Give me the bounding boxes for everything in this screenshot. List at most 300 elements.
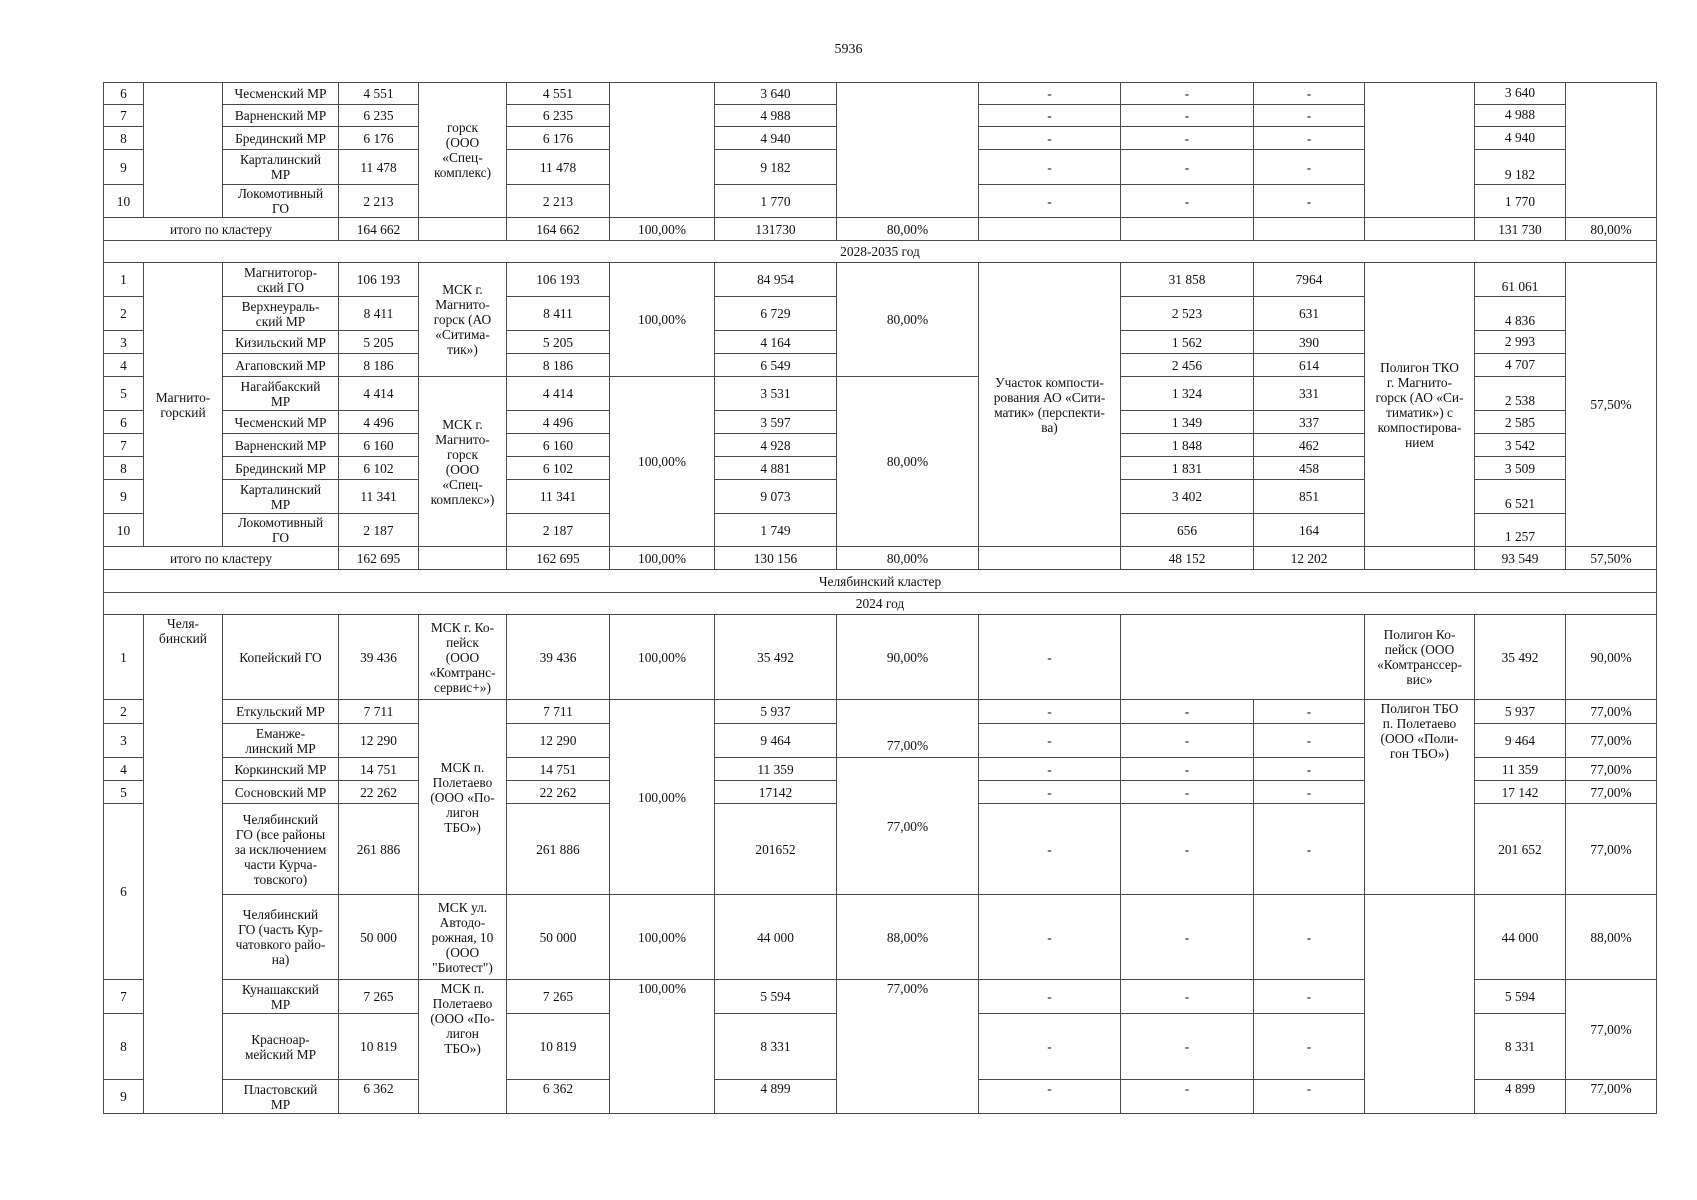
cell-text: 44 000 (757, 929, 794, 945)
table-cell (836, 699, 979, 758)
table-cell (338, 894, 419, 980)
cell-text: 3 640 (760, 86, 791, 101)
table-cell (418, 699, 507, 895)
table-cell (1120, 979, 1254, 1014)
table-cell (1565, 979, 1657, 1080)
table-cell (338, 126, 419, 150)
cell-text: 7 711 (363, 704, 394, 719)
cell-text: 6 362 (363, 1081, 394, 1096)
cell-text: 9 073 (760, 489, 791, 504)
table-cell (506, 979, 610, 1014)
cell-text: Участок компости- рования АО «Сити- матик» (перспекти- ва) (993, 374, 1106, 435)
table-cell (1474, 217, 1566, 241)
table-cell (1364, 217, 1475, 241)
table-cell (418, 376, 507, 547)
table-cell (103, 149, 144, 185)
page-number: 5936 (834, 42, 863, 57)
table-cell (506, 217, 610, 241)
table-cell (978, 780, 1121, 804)
cell-text: Полигон ТКО г. Магнито- горск (АО «Си- тиматик») с компостирова- нием (1375, 359, 1464, 450)
cell-text: 4 (120, 761, 127, 777)
cell-text: 17 142 (1501, 784, 1539, 800)
table-cell (418, 217, 507, 241)
table-cell (103, 803, 144, 980)
cell-text: - (1306, 989, 1312, 1004)
cell-text: - (1306, 1081, 1312, 1096)
table-cell (1253, 723, 1365, 758)
cell-text: 77,00% (1590, 1022, 1632, 1037)
table-cell (506, 803, 610, 895)
cell-text: 12 290 (539, 733, 577, 748)
table-cell (1474, 433, 1566, 457)
table-cell (1120, 82, 1254, 105)
table-cell (338, 184, 419, 218)
table-cell (418, 614, 507, 700)
table-cell (1253, 410, 1365, 434)
table-cell (506, 184, 610, 218)
table-cell (714, 184, 837, 218)
cell-text: 8 186 (542, 357, 574, 373)
cell-text: 2 993 (1504, 334, 1536, 349)
table-cell (978, 104, 1121, 127)
table-cell (222, 433, 339, 457)
table-cell (1120, 757, 1254, 781)
table-cell (714, 376, 837, 411)
cell-text: 7 (120, 989, 127, 1004)
cell-text: 80,00% (886, 312, 929, 327)
cell-text: 7964 (1295, 272, 1323, 287)
table-cell (1474, 104, 1566, 127)
table-cell (338, 780, 419, 804)
table-cell (222, 979, 339, 1014)
table-cell (222, 82, 339, 105)
cell-text: 4 496 (363, 414, 394, 430)
cell-text: 6 549 (760, 357, 791, 373)
cell-text: 100,00% (638, 312, 686, 327)
cell-text: - (1184, 733, 1190, 748)
cell-text: 9 182 (1504, 167, 1536, 182)
cell-text: 462 (1298, 437, 1320, 453)
cell-text: Еманже- линский МР (245, 725, 316, 756)
table-cell (1120, 614, 1365, 700)
cell-text: 162 695 (356, 550, 401, 566)
table-cell (1253, 894, 1365, 980)
cell-text: - (1047, 649, 1052, 665)
cell-text: 10 819 (360, 1039, 397, 1054)
cell-text: 9 (120, 1089, 127, 1104)
cell-text: 8 (120, 130, 127, 146)
table-cell (1120, 126, 1254, 150)
table-cell (103, 513, 144, 547)
cell-text: 1 562 (1171, 334, 1203, 350)
cell-text: - (1306, 841, 1312, 857)
cell-text: 5 594 (760, 989, 791, 1004)
cell-text: - (1184, 1039, 1190, 1054)
cell-text: Чесменский МР (234, 86, 327, 101)
table-cell (418, 82, 507, 218)
cell-text: 4 414 (542, 386, 574, 401)
cell-text: 106 193 (536, 272, 580, 287)
cell-text: - (1047, 841, 1052, 857)
cell-text: 1 (120, 649, 127, 665)
cell-text: - (1184, 929, 1190, 945)
table-cell (1120, 433, 1254, 457)
cell-text: 851 (1298, 489, 1320, 504)
table-cell (1474, 330, 1566, 354)
table-cell (338, 296, 419, 331)
cell-text: 50 000 (539, 929, 577, 945)
cell-text: - (1184, 761, 1190, 777)
table-cell (506, 353, 610, 377)
cell-text: - (1306, 761, 1312, 777)
table-cell (1120, 217, 1254, 241)
cell-text: МСК г. Магнито- горск (ООО «Спец- комплекс») (430, 416, 495, 507)
table-cell (338, 546, 419, 570)
table-cell (1120, 330, 1254, 354)
cell-text: 11 341 (539, 489, 577, 504)
cell-text: 90,00% (886, 649, 929, 665)
table-cell (836, 262, 979, 377)
table-cell (222, 353, 339, 377)
cell-text: Челя- бинский (159, 616, 207, 646)
table-cell (506, 479, 610, 514)
cell-text: 4 496 (542, 414, 574, 430)
table-cell (338, 217, 419, 241)
cell-text: 6 729 (760, 306, 791, 321)
table-cell (222, 1079, 339, 1114)
table-cell (506, 757, 610, 781)
table-cell (714, 894, 837, 980)
cell-text: - (1047, 704, 1052, 719)
cell-text: Красноар- мейский МР (244, 1031, 317, 1062)
cell-text: 14 751 (360, 761, 397, 777)
cell-text: 1 749 (760, 522, 791, 538)
table-cell (1474, 757, 1566, 781)
cell-text: 6 235 (363, 108, 394, 123)
cell-text: - (1306, 929, 1312, 945)
table-cell (836, 979, 979, 1114)
cell-text: Пластовский МР (243, 1081, 318, 1112)
cell-text: 8 411 (543, 306, 573, 321)
table-cell (338, 104, 419, 127)
cell-text: - (1306, 108, 1312, 123)
table-cell (338, 330, 419, 354)
cell-text: 6 176 (542, 130, 574, 146)
cell-text: 12 202 (1290, 550, 1328, 566)
cell-text: 14 751 (539, 761, 577, 777)
cell-text: 6 102 (363, 460, 394, 476)
cell-text: 261 886 (356, 841, 401, 857)
table-cell (1253, 376, 1365, 411)
table-cell (609, 546, 715, 570)
table-cell (222, 456, 339, 480)
cell-text: 22 262 (539, 784, 577, 800)
cell-text: 80,00% (886, 454, 929, 469)
table-cell (978, 757, 1121, 781)
table-cell (506, 104, 610, 127)
cell-text: Челябинский ГО (часть Кур- чатовкого райо- на) (235, 907, 326, 967)
cell-text: 2 585 (1504, 414, 1536, 430)
table-cell (1364, 614, 1475, 700)
cell-text: Верхнеураль- ский МР (241, 298, 320, 329)
table-cell (506, 262, 610, 297)
table-cell (338, 262, 419, 297)
table-cell (609, 217, 715, 241)
cell-text: 11 341 (360, 489, 397, 504)
cell-text: 88,00% (886, 929, 929, 945)
cell-text: 131 730 (1498, 221, 1542, 237)
cell-text: 4 164 (760, 334, 791, 350)
table-cell (714, 979, 837, 1014)
cell-text: 5 (120, 386, 127, 401)
table-cell (714, 1013, 837, 1080)
cell-text: 7 (120, 437, 127, 453)
table-cell (1253, 104, 1365, 127)
cell-text: итого по кластеру (169, 550, 273, 566)
cell-text: 9 182 (760, 159, 791, 175)
cell-text: - (1184, 989, 1190, 1004)
table-cell (978, 546, 1121, 570)
cell-text: 1 848 (1171, 437, 1203, 453)
table-cell (1253, 456, 1365, 480)
table-cell (338, 376, 419, 411)
table-cell (978, 803, 1121, 895)
table-cell (1565, 803, 1657, 895)
cell-text: горск (ООО «Спец- комплекс) (433, 120, 492, 180)
cell-text: Агаповский МР (235, 357, 326, 373)
table-cell (714, 723, 837, 758)
table-cell (714, 149, 837, 185)
cell-text: 2 213 (542, 193, 574, 209)
cell-text: 4 (120, 357, 127, 373)
cell-text: 3 509 (1504, 460, 1536, 476)
table-cell (1120, 803, 1254, 895)
table-cell (222, 614, 339, 700)
cell-text: 6 235 (542, 108, 574, 123)
table-cell (506, 410, 610, 434)
cell-text: 2 (120, 704, 127, 719)
table-cell (1120, 296, 1254, 331)
table-cell (978, 184, 1121, 218)
cell-text: МСК г. Магнито- горск (АО «Ситима- тик») (433, 282, 492, 357)
table-cell (1120, 353, 1254, 377)
cell-text: 7 265 (542, 989, 574, 1004)
table-cell (1253, 803, 1365, 895)
table-cell (1253, 513, 1365, 547)
table-cell (506, 723, 610, 758)
table-cell (714, 330, 837, 354)
table-cell (143, 262, 223, 547)
table-cell (222, 149, 339, 185)
table-cell (1253, 126, 1365, 150)
table-cell (836, 376, 979, 547)
cell-text: - (1306, 130, 1312, 146)
cell-text: 77,00% (886, 818, 929, 834)
cell-text: 100,00% (638, 550, 686, 566)
cell-text: - (1306, 733, 1312, 748)
table-cell (1565, 780, 1657, 804)
table-cell (1474, 979, 1566, 1014)
table-cell (1565, 614, 1657, 700)
table-cell (1120, 262, 1254, 297)
cell-text: Копейский ГО (239, 649, 322, 665)
cell-text: - (1047, 193, 1052, 209)
cell-text: 9 (120, 159, 127, 175)
cell-text: 80,00% (1590, 221, 1632, 237)
cell-text: 337 (1298, 414, 1320, 430)
table-cell (1474, 479, 1566, 514)
cell-text: 77,00% (886, 981, 929, 996)
table-cell (1364, 546, 1475, 570)
table-cell (714, 803, 837, 895)
cell-text: - (1306, 1039, 1312, 1054)
cell-text: 458 (1298, 460, 1320, 476)
cell-text: 1 349 (1171, 414, 1203, 430)
cell-text: 1 831 (1171, 460, 1203, 476)
cell-text: 162 695 (536, 550, 580, 566)
cell-text: - (1306, 193, 1312, 209)
table-cell (714, 410, 837, 434)
cell-text: 2 187 (542, 522, 574, 538)
cell-text: 164 662 (356, 221, 401, 237)
cell-text: Коркинский МР (234, 761, 327, 777)
cell-text: 331 (1298, 386, 1320, 401)
table-cell (1474, 723, 1566, 758)
cell-text: 5 (120, 784, 127, 800)
table-cell (609, 979, 715, 1114)
cell-text: 5 205 (363, 334, 394, 350)
table-cell (103, 456, 144, 480)
table-cell (506, 546, 610, 570)
cell-text: 8 331 (760, 1039, 791, 1054)
table-cell (1253, 433, 1365, 457)
table-cell (1474, 262, 1566, 297)
table-cell (836, 82, 979, 218)
table-cell (1474, 894, 1566, 980)
cell-text: 11 359 (1501, 761, 1539, 777)
table-cell (836, 614, 979, 700)
cell-text: Брединский МР (235, 460, 326, 476)
table-cell (506, 433, 610, 457)
table-cell (103, 723, 144, 758)
cell-text: - (1047, 86, 1052, 101)
cell-text: - (1184, 193, 1190, 209)
table-cell (978, 149, 1121, 185)
cell-text: - (1184, 1081, 1190, 1096)
table-cell (978, 126, 1121, 150)
table-cell (338, 699, 419, 724)
table-cell (222, 803, 339, 895)
cell-text: 7 711 (543, 704, 573, 719)
table-cell (1253, 330, 1365, 354)
cell-text: - (1306, 159, 1312, 175)
cell-text: - (1184, 784, 1190, 800)
cell-text: 10 (116, 193, 131, 209)
table-cell (714, 513, 837, 547)
table-cell (714, 296, 837, 331)
cell-text: 22 262 (360, 784, 397, 800)
cell-text: 5 937 (760, 704, 791, 719)
table-cell (103, 699, 144, 724)
table-cell (1120, 479, 1254, 514)
table-cell (222, 723, 339, 758)
table-cell (338, 410, 419, 434)
table-cell (1120, 699, 1254, 724)
cell-text: Еткульский МР (236, 704, 325, 719)
cell-text: 90,00% (1590, 649, 1632, 665)
table-cell (1253, 1079, 1365, 1114)
table-cell (978, 82, 1121, 105)
table-cell (103, 82, 144, 105)
table-cell (714, 104, 837, 127)
cell-text: 6 362 (542, 1081, 574, 1096)
cell-text: Локомотивный ГО (237, 186, 324, 216)
table-cell (506, 296, 610, 331)
table-cell (1364, 262, 1475, 547)
cell-text: 8 (120, 460, 127, 476)
table-cell (1565, 546, 1657, 570)
table-cell (978, 699, 1121, 724)
cell-text: 9 (120, 489, 127, 504)
cell-text: 84 954 (757, 272, 794, 287)
cell-text: - (1047, 1081, 1052, 1096)
cell-text: Кизильский МР (235, 334, 326, 350)
cell-text: 4 414 (363, 386, 394, 401)
cell-text: 2 538 (1504, 393, 1536, 408)
table-cell (609, 376, 715, 547)
cell-text: Челябинский кластер (818, 573, 942, 589)
table-cell (609, 699, 715, 895)
cell-text: 6 160 (363, 437, 394, 453)
cell-text: 10 (116, 522, 131, 538)
cell-text: 6 102 (542, 460, 574, 476)
cell-text: 1 770 (1504, 193, 1536, 209)
table-cell (222, 410, 339, 434)
table-cell (222, 126, 339, 150)
cell-text: Магнитогор- ский ГО (243, 264, 318, 295)
table-cell (1120, 894, 1254, 980)
table-cell (338, 757, 419, 781)
table-cell (103, 780, 144, 804)
cell-text: 2 187 (363, 522, 394, 538)
cell-text: 100,00% (638, 981, 686, 996)
cell-text: 614 (1298, 357, 1320, 373)
cell-text: Полигон Ко- пейск (ООО «Комтранссер- вис» (1377, 627, 1462, 687)
table-cell (103, 592, 1657, 615)
cell-text: - (1047, 159, 1052, 175)
table-cell (1120, 723, 1254, 758)
table-cell (103, 296, 144, 331)
cell-text: 50 000 (360, 929, 397, 945)
table-cell (1253, 780, 1365, 804)
table-cell (1565, 757, 1657, 781)
cell-text: 93 549 (1501, 550, 1539, 566)
table-cell (714, 546, 837, 570)
table-cell (1120, 149, 1254, 185)
cell-text: 3 (120, 733, 127, 748)
table-cell (1565, 894, 1657, 980)
cell-text: 39 436 (360, 649, 397, 665)
table-cell (103, 479, 144, 514)
cell-text: - (1047, 108, 1052, 123)
table-cell (978, 894, 1121, 980)
cell-text: Магнито- горский (155, 389, 211, 420)
table-cell (418, 546, 507, 570)
cell-text: 4 940 (1504, 130, 1536, 145)
cell-text: 35 492 (1501, 649, 1539, 665)
cell-text: 80,00% (886, 221, 929, 237)
table-cell (222, 1013, 339, 1080)
